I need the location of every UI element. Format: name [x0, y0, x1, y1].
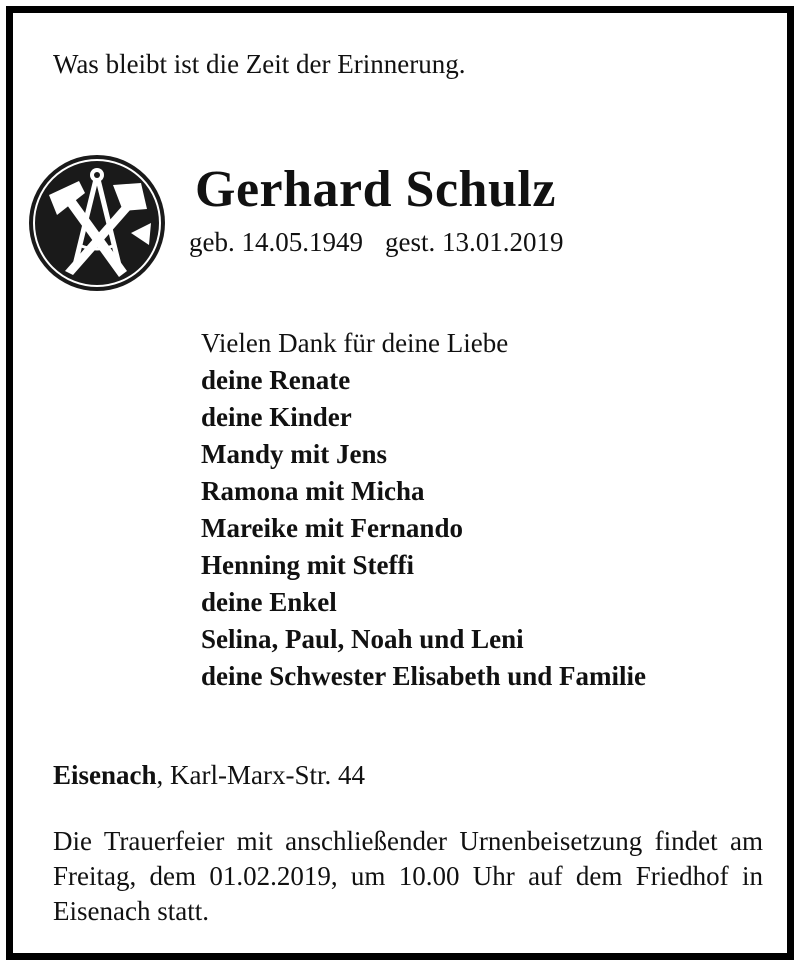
funeral-notice: Die Trauerfeier mit anschließender Urnenbeisetzung findet am Freitag, dem 01.02.2019, um 10.00 Uhr auf dem Friedhof in Eisenach statt. — [53, 826, 763, 926]
birth-date: geb. 14.05.1949 — [189, 227, 363, 257]
motto-text: Was bleibt ist die Zeit der Erinnerung. — [53, 49, 466, 79]
obituary-frame — [6, 6, 794, 960]
signer-line: deine Kinder — [201, 402, 352, 432]
signer-line: Mareike mit Fernando — [201, 513, 463, 543]
signer-line: deine Enkel — [201, 587, 337, 617]
place-address — [53, 760, 365, 791]
signer-line: Mandy mit Jens — [201, 439, 388, 469]
death-date: gest. 13.01.2019 — [384, 227, 564, 257]
thanks-line: Vielen Dank für deine Liebe — [201, 328, 509, 358]
signer-line: Ramona mit Micha — [201, 476, 425, 506]
signer-line: Selina, Paul, Noah und Leni — [201, 624, 524, 654]
signer-line: deine Schwester Elisabeth und Familie — [201, 661, 647, 691]
place-street: , Karl-Marx-Str. 44 — [156, 760, 365, 790]
place-city: Eisenach — [53, 760, 157, 790]
life-dates — [189, 227, 563, 258]
signer-line: deine Renate — [201, 365, 351, 395]
roofer-guild-emblem-icon — [27, 153, 167, 293]
thanks-block — [201, 325, 646, 695]
deceased-name: Gerhard Schulz — [195, 161, 556, 218]
signer-line: Henning mit Steffi — [201, 550, 414, 580]
